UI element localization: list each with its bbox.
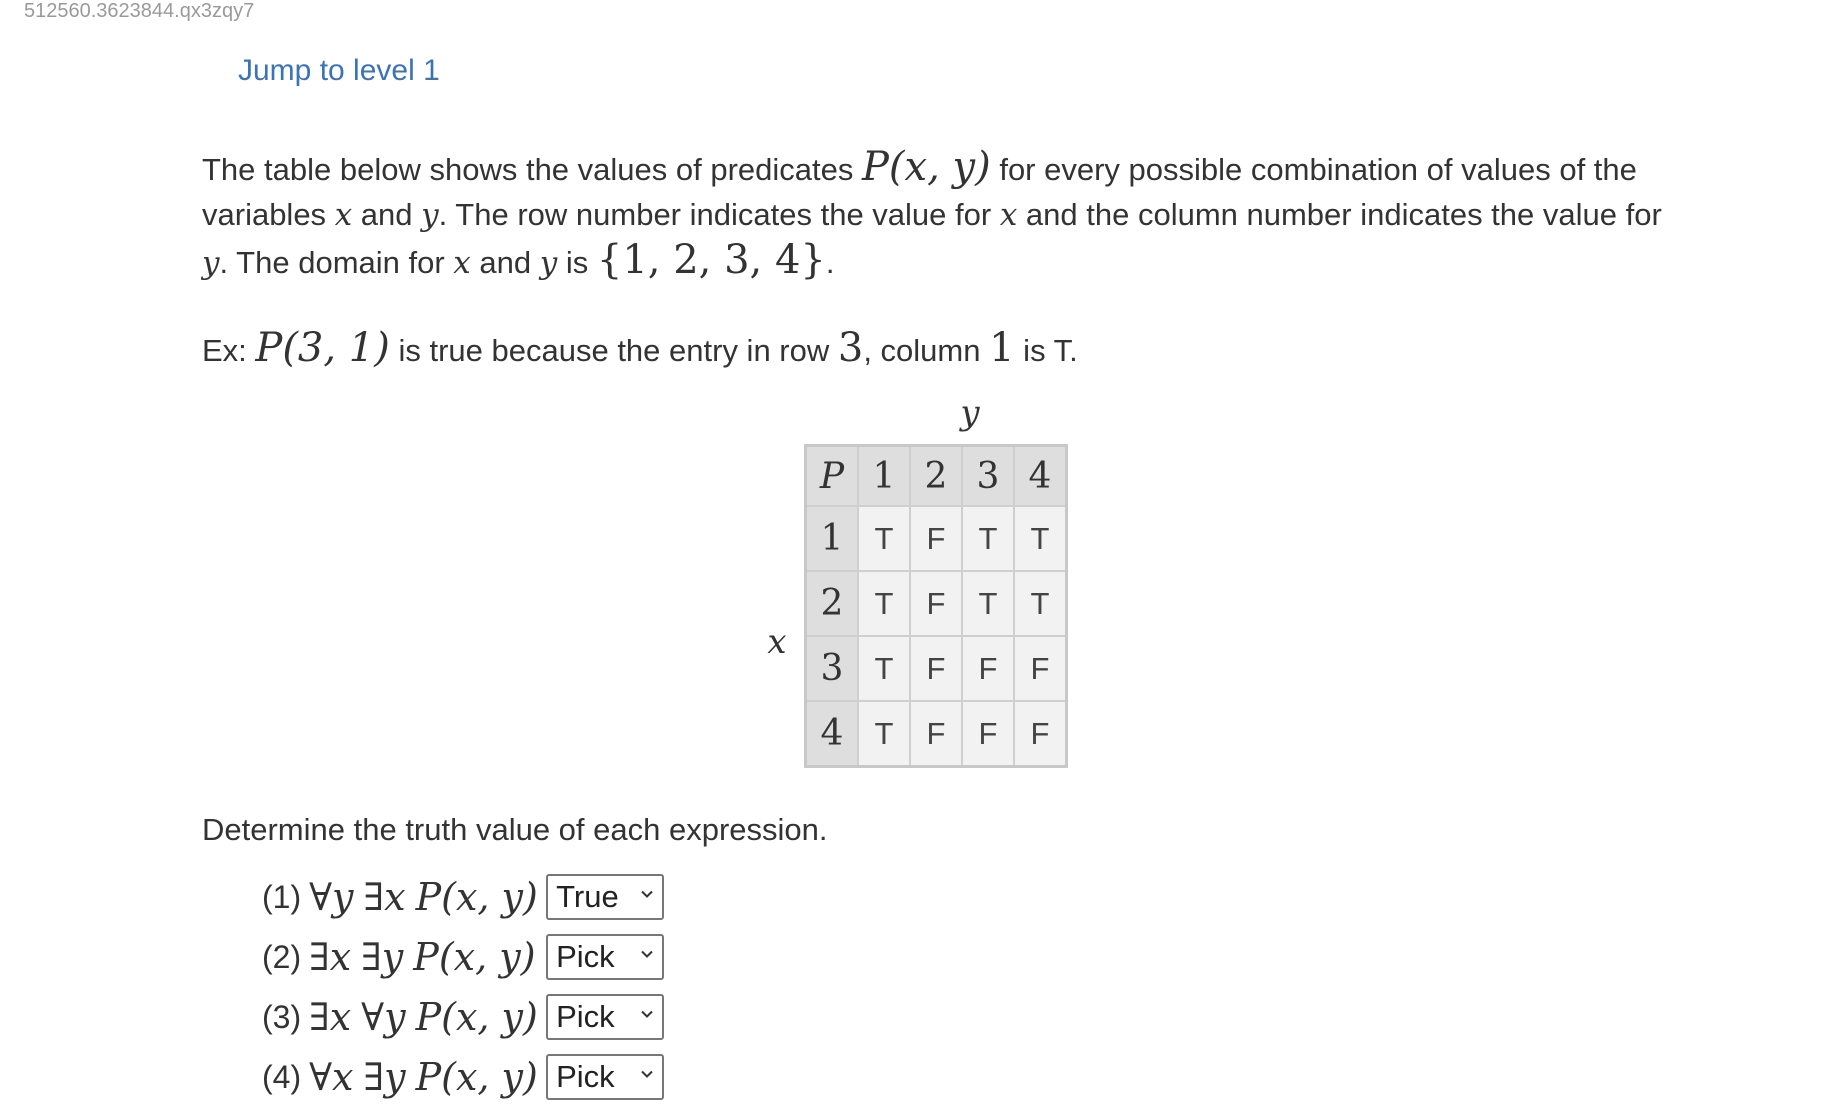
table-row	[806, 636, 1067, 701]
predicate-expression: P(x, y)	[415, 874, 538, 919]
math-y: y	[539, 245, 558, 281]
question-number: (1)	[262, 878, 302, 915]
quantifier-inner: ∃y	[363, 1054, 406, 1099]
chevron-down-icon	[640, 1007, 654, 1021]
dropdown-selected-value: True	[556, 879, 619, 914]
quantifier-outer: ∀x	[309, 1054, 354, 1099]
truth-value-dropdown-1[interactable]	[546, 874, 664, 920]
intro-text-7: and	[470, 245, 540, 280]
question-expression	[309, 935, 534, 980]
example-text-2: is true because the entry in row	[389, 333, 838, 368]
row-header: 4	[806, 701, 859, 767]
intro-text-6: . The domain for	[219, 245, 454, 280]
chevron-down-icon	[640, 1067, 654, 1081]
jump-to-level-link[interactable]: Jump to level 1	[238, 54, 440, 87]
table-cell: F	[910, 571, 962, 636]
table-cell: F	[910, 506, 962, 571]
table-cell: F	[910, 636, 962, 701]
table-header-row	[806, 446, 1067, 507]
table-row	[806, 506, 1067, 571]
table-cell: F	[1014, 701, 1067, 767]
table-cell: T	[858, 636, 910, 701]
question-expression	[309, 1054, 538, 1100]
question-expression	[309, 994, 538, 1040]
table-row	[806, 701, 1067, 767]
table-cell: T	[858, 571, 910, 636]
row-variable-label: x	[767, 622, 787, 662]
table-cell: F	[910, 701, 962, 767]
instruction-text: Determine the truth value of each expression.	[202, 812, 828, 847]
question-row-2	[262, 932, 664, 982]
column-header: 3	[962, 446, 1014, 507]
intro-paragraph	[202, 145, 1672, 286]
math-x: x	[999, 197, 1018, 233]
question-number: (3)	[262, 998, 302, 1035]
truth-value-dropdown-4[interactable]	[546, 1054, 664, 1100]
table-cell: T	[962, 506, 1014, 571]
example-text-3: , column	[863, 333, 990, 368]
intro-text-4: . The row number indicates the value for	[438, 197, 1000, 232]
intro-text-8: is	[557, 245, 597, 280]
table-cell: F	[1014, 636, 1067, 701]
dropdown-selected-value: Pick	[556, 999, 615, 1034]
quantifier-inner: ∀y	[361, 994, 406, 1039]
table-cell: T	[962, 571, 1014, 636]
row-header: 2	[806, 571, 859, 636]
predicate-truth-table	[804, 444, 1068, 768]
quantifier-outer: ∃x	[309, 994, 352, 1039]
intro-text-1: The table below shows the values of predicates	[202, 152, 862, 187]
math-x: x	[334, 197, 353, 233]
page-id-text: 512560.3623844.qx3zqy7	[24, 0, 255, 22]
math-y: y	[421, 197, 439, 233]
dropdown-selected-value: Pick	[556, 1059, 615, 1094]
column-header: 1	[858, 446, 910, 507]
column-variable-label: y	[960, 393, 980, 433]
question-expression	[309, 874, 538, 920]
question-row-3	[262, 992, 664, 1042]
question-row-1	[262, 872, 664, 922]
table-corner-cell: P	[806, 446, 859, 507]
math-row-number: 3	[837, 325, 864, 371]
math-domain-set: {1, 2, 3, 4}	[596, 237, 826, 283]
question-number: (4)	[262, 1058, 302, 1095]
intro-text-3: and	[352, 197, 422, 232]
predicate-expression: P(x, y)	[415, 994, 538, 1039]
truth-value-dropdown-3[interactable]	[546, 994, 664, 1040]
example-text-1: Ex:	[202, 333, 256, 368]
column-header: 2	[910, 446, 962, 507]
table-cell: F	[962, 636, 1014, 701]
table-cell: T	[858, 506, 910, 571]
example-sentence	[202, 326, 1078, 373]
table-cell: T	[1014, 571, 1067, 636]
math-predicate: P(x, y)	[862, 144, 991, 190]
math-column-number: 1	[989, 325, 1015, 371]
table-cell: T	[858, 701, 910, 767]
row-header: 1	[806, 506, 859, 571]
quantifier-inner: ∃x	[363, 874, 406, 919]
chevron-down-icon	[640, 947, 654, 961]
math-example-predicate: P(3, 1)	[255, 325, 390, 371]
chevron-down-icon	[640, 887, 654, 901]
question-number: (2)	[262, 938, 302, 975]
intro-text-9: .	[825, 245, 835, 280]
dropdown-selected-value: Pick	[556, 939, 615, 974]
predicate-expression: P(x, y)	[415, 1054, 538, 1099]
math-x: x	[453, 245, 471, 281]
question-row-4	[262, 1052, 664, 1102]
predicate-expression: P(x, y)	[413, 934, 536, 979]
quantifier-inner: ∃y	[361, 934, 404, 979]
truth-value-dropdown-2[interactable]	[546, 934, 664, 980]
quantifier-outer: ∃x	[309, 934, 352, 979]
example-text-4: is T.	[1014, 333, 1078, 368]
table-cell: T	[1014, 506, 1067, 571]
row-header: 3	[806, 636, 859, 701]
quantifier-outer: ∀y	[309, 874, 354, 919]
intro-text-5: and the column number indicates the value for	[1017, 197, 1662, 232]
column-header: 4	[1014, 446, 1067, 507]
table-cell: F	[962, 701, 1014, 767]
math-y: y	[202, 245, 220, 281]
intro-text-2: for every possible combination of values of the variables	[202, 152, 1637, 232]
table-row	[806, 571, 1067, 636]
